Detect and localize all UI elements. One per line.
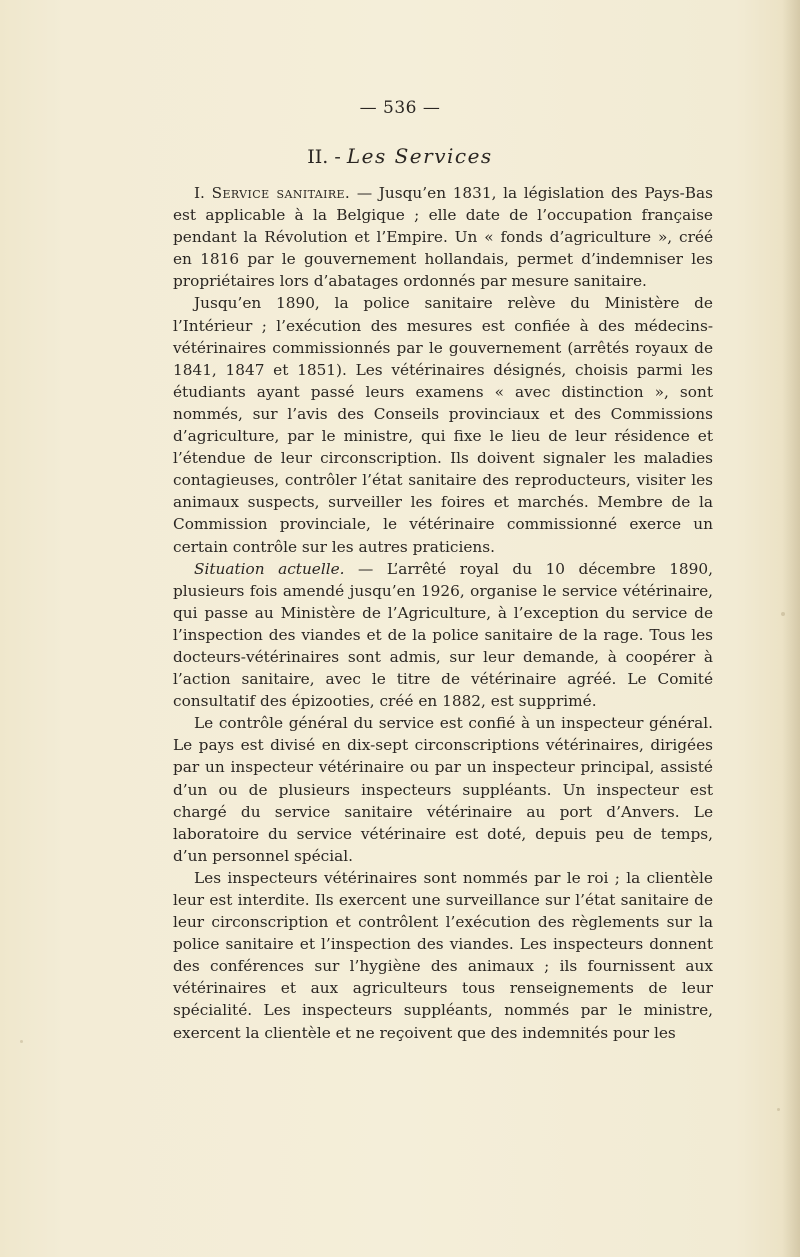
paragraph-service-sanitaire: [173, 182, 713, 292]
subsection-heading-italic: Situation actuelle.: [194, 559, 345, 578]
paragraph-inspecteurs: [173, 867, 713, 1044]
paper-speck: [781, 612, 785, 616]
subsection-heading: Service sanitaire.: [211, 184, 351, 202]
body-text: [173, 182, 713, 1044]
section-heading: [0, 144, 800, 168]
paragraph-controle-general: [173, 712, 713, 867]
paper-speck: [777, 1108, 780, 1111]
paragraph-text: Jusqu’en 1890, la police sanitaire relève du Ministère de l’Intérieur ; l’exécution des mesures est confiée à des médecins-vétérinaires commissionnés par le gouvernement (arrêtés royaux de 1841, 1847 et 1851). Les vétérinaires désignés, choisis parmi les étudiants ayant passé leurs examens « avec distinction », sont nommés, sur l’avis des Conseils provinciaux et des Commissions d’agriculture, par le ministre, qui fixe le lieu de leur résidence et l’étendue de leur circonscription. Ils doivent signaler les maladies contagieuses, contrôler l’état sanitaire des reproducteurs, visiter les animaux suspects, surveiller les foires et marchés. Membre de la Commission provinciale, le vétérinaire commissionné exerce un certain contrôle sur les autres praticiens.: [173, 294, 713, 556]
page-edge-shadow: [782, 0, 800, 1257]
section-title: Les Services: [346, 144, 493, 168]
section-numeral: I.: [194, 184, 212, 202]
paper-speck: [20, 1040, 23, 1043]
section-prefix: II. -: [307, 146, 347, 168]
paragraph-text: Les inspecteurs vétérinaires sont nommés par le roi ; la clientèle leur est interdite. Ils exercent une surveillance sur l’état sanitaire de leur circonscription et contrôlent l’exécution des règlements sur la police sanitaire et l’inspection des viandes. Les inspecteurs donnent des conférences sur l’hygiène des animaux ; ils fournissent aux vétérinaires et aux agriculteurs tous renseignements de leur spécialité. Les inspecteurs suppléants, nommés par le ministre, exercent la clientèle et ne reçoivent que des indemnités pour les: [173, 868, 713, 1042]
paragraph-text: Le contrôle général du service est confié à un inspecteur général. Le pays est divisé en dix-sept circonscriptions vétérinaires, dirigées par un inspecteur vétérinaire ou par un inspecteur principal, assisté d’un ou de plusieurs inspecteurs suppléants. Un inspecteur est chargé du service sanitaire vétérinaire au port d’Anvers. Le laboratoire du service vétérinaire est doté, depuis peu de temps, d’un personnel spécial.: [173, 714, 713, 865]
page-number: — 536 —: [359, 98, 441, 118]
paragraph-situation-actuelle: [173, 558, 713, 713]
paragraph-police-sanitaire: [173, 292, 713, 557]
paragraph-text: — L’arrêté royal du 10 décembre 1890, plusieurs fois amendé jusqu’en 1926, organise le service vétérinaire, qui passe au Ministère de l’Agriculture, à l’exception du service de l’inspection des viandes et de la police sanitaire de la rage. Tous les docteurs-vétérinaires sont admis, sur leur demande, à coopérer à l’action sanitaire, avec le titre de vétérinaire agréé. Le Comité consultatif des épizooties, créé en 1882, est supprimé.: [173, 559, 713, 711]
paragraph-text: — Jusqu’en 1831, la législation des Pays-Bas est applicable à la Belgique ; elle date de l’occupation française pendant la Révolution et l’Empire. Un « fonds d’agriculture », créé en 1816 par le gouvernement hollandais, permet d’indemniser les propriétaires lors d’abatages ordonnés par mesure sanitaire.: [173, 184, 713, 291]
